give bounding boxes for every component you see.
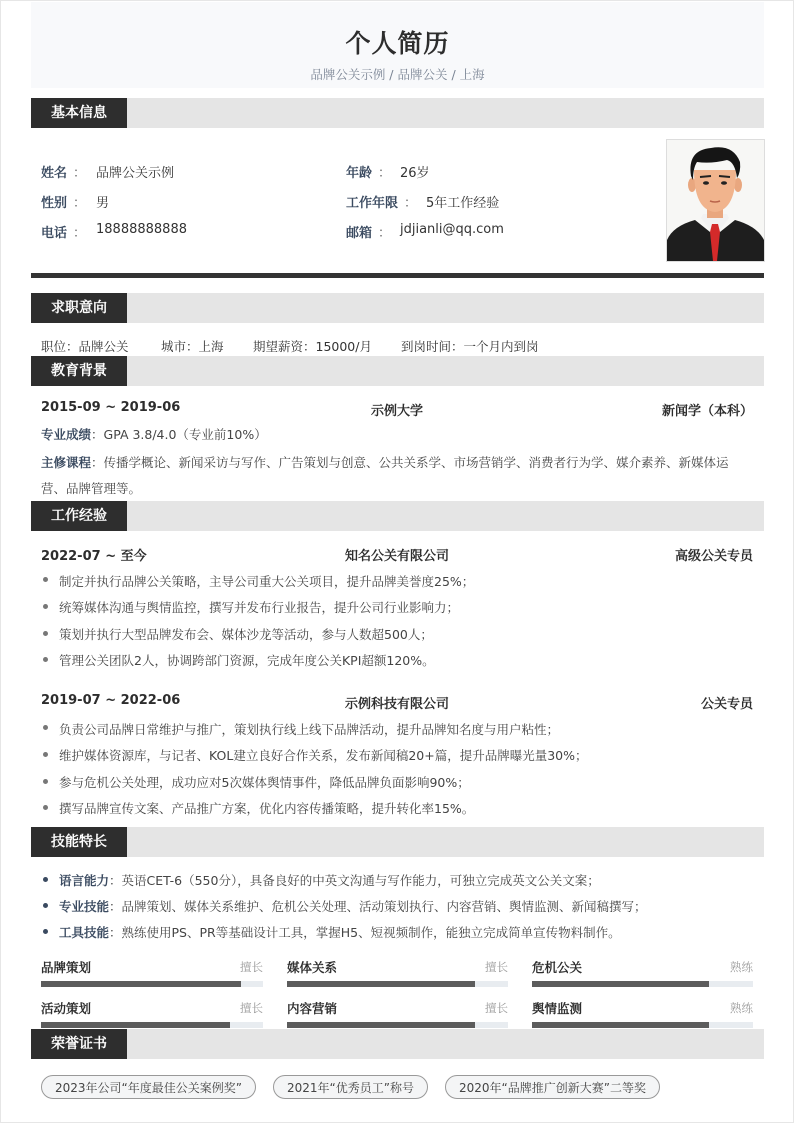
info-label-name: 姓名 <box>41 166 68 181</box>
info-colon: ： <box>378 166 392 181</box>
skill-bar-name: 危机公关 <box>532 960 583 975</box>
info-value-name: 品牌公关示例 <box>96 166 175 181</box>
info-label-gender: 性别 <box>41 196 68 211</box>
skill-bar-track <box>532 1022 753 1028</box>
intent-availability: 到岗时间：一个月内到岗 <box>401 339 539 354</box>
work-header-row <box>41 693 753 711</box>
work-bullet: 统筹媒体沟通与舆情监控，撰写并发布行业报告，提升公司行业影响力； <box>59 600 460 615</box>
info-value-experience: 5年工作经验 <box>426 196 500 211</box>
skill-label: 专业技能 <box>59 899 110 914</box>
info-colon: ： <box>378 226 392 241</box>
skill-label: 语言能力 <box>59 873 110 888</box>
info-colon: ： <box>73 226 87 241</box>
info-label-email: 邮箱 <box>346 226 373 241</box>
section-education <box>31 356 764 386</box>
info-value-age: 26岁 <box>400 166 430 181</box>
skill-bar-name: 活动策划 <box>41 1001 92 1016</box>
skill-bar-track <box>287 1022 508 1028</box>
bullet-icon <box>43 657 48 662</box>
work-title: 高级公关专员 <box>674 549 753 564</box>
bullet-icon <box>43 929 48 934</box>
skill-bar-name: 媒体关系 <box>287 960 338 975</box>
section-title: 教育背景 <box>31 356 127 386</box>
skill-bar-track <box>41 981 263 987</box>
skill-bar-level: 擅长 <box>240 1001 263 1015</box>
skill-bar-level: 擅长 <box>485 1001 508 1015</box>
bullet-icon <box>43 752 48 757</box>
section-title: 荣誉证书 <box>31 1029 127 1059</box>
skill-bar-level: 熟练 <box>730 1001 753 1015</box>
education-period: 2015-09 ~ 2019-06 <box>41 400 181 415</box>
work-period: 2019-07 ~ 2022-06 <box>41 693 181 708</box>
education-gpa <box>41 422 753 448</box>
skill-value: ：熟练使用PS、PR等基础设计工具，掌握H5、短视频制作，能独立完成简单宣传物料制作。 <box>109 925 621 940</box>
info-value-gender: 男 <box>96 196 110 211</box>
bullet-icon <box>43 877 48 882</box>
skill-bar-fill <box>41 981 241 987</box>
intent-position: 职位：品牌公关 <box>41 339 129 354</box>
skill-bar-fill <box>287 1022 475 1028</box>
skill-value: ：品牌策划、媒体关系维护、危机公关处理、活动策划执行、内容营销、舆情监测、新闻稿撰写； <box>109 899 647 914</box>
section-basic-info <box>31 98 764 128</box>
resume-header <box>31 2 764 88</box>
gpa-value: ：GPA 3.8/4.0（专业前10%） <box>91 427 267 442</box>
courses-label: 主修课程 <box>41 455 92 470</box>
avatar-illustration-icon <box>667 140 764 261</box>
section-honors <box>31 1029 764 1059</box>
education-courses <box>41 450 753 502</box>
info-colon: ： <box>73 166 87 181</box>
section-title: 求职意向 <box>31 293 127 323</box>
section-title: 技能特长 <box>31 827 127 857</box>
work-bullet: 管理公关团队2人，协调跨部门资源，完成年度公关KPI超额120%。 <box>59 653 435 668</box>
skill-bar-fill <box>41 1022 230 1028</box>
info-colon: ： <box>73 196 87 211</box>
skill-value: ：英语CET-6（550分），具备良好的中英文沟通与写作能力，可独立完成英文公关文案； <box>109 873 600 888</box>
avatar-photo <box>666 139 765 262</box>
bullet-icon <box>43 725 48 730</box>
gpa-label: 专业成绩 <box>41 427 92 442</box>
bullet-icon <box>43 903 48 908</box>
intent-city: 城市：上海 <box>161 339 224 354</box>
work-bullet: 策划并执行大型品牌发布会、媒体沙龙等活动，参与人数超500人； <box>59 627 433 642</box>
work-title: 公关专员 <box>700 697 753 712</box>
bullet-icon <box>43 631 48 636</box>
skill-bar-level: 擅长 <box>240 960 263 974</box>
work-company: 示例科技有限公司 <box>344 697 449 712</box>
honor-badge: 2021年“优秀员工”称号 <box>273 1075 428 1099</box>
courses-value: ：传播学概论、新闻采访与写作、广告策划与创意、公共关系学、市场营销学、消费者行为学、媒介素养、新媒体运营、品牌管理等。 <box>41 455 729 496</box>
skill-item <box>59 897 647 915</box>
info-label-age: 年龄 <box>346 166 373 181</box>
bullet-icon <box>43 805 48 810</box>
skill-item <box>59 923 621 941</box>
section-work-experience <box>31 501 764 531</box>
work-period: 2022-07 ~ 至今 <box>41 549 147 564</box>
skill-bar-fill <box>287 981 475 987</box>
work-company: 知名公关有限公司 <box>344 549 449 564</box>
work-bullet: 负责公司品牌日常维护与推广，策划执行线上线下品牌活动，提升品牌知名度与用户粘性； <box>59 722 560 737</box>
info-colon: ： <box>404 196 418 211</box>
skill-bar-track <box>532 981 753 987</box>
skill-bar-fill <box>532 1022 709 1028</box>
bullet-icon <box>43 779 48 784</box>
skill-item <box>59 871 600 889</box>
info-label-phone: 电话 <box>41 226 68 241</box>
skill-bar-level: 熟练 <box>730 960 753 974</box>
skill-bar-track <box>41 1022 263 1028</box>
honor-badge: 2020年“品牌推广创新大赛”二等奖 <box>445 1075 660 1099</box>
education-major: 新闻学（本科） <box>661 404 753 419</box>
bullet-icon <box>43 604 48 609</box>
skill-bar-level: 擅长 <box>485 960 508 974</box>
intent-salary: 期望薪资：15000/月 <box>253 339 372 354</box>
page-subtitle: 品牌公关示例 / 品牌公关 / 上海 <box>310 67 485 82</box>
section-title: 基本信息 <box>31 98 127 128</box>
work-bullet: 制定并执行品牌公关策略，主导公司重大公关项目，提升品牌美誉度25%； <box>59 574 475 589</box>
education-header-row <box>41 400 753 418</box>
info-value-phone: 18888888888 <box>96 222 187 237</box>
section-title: 工作经验 <box>31 501 127 531</box>
section-job-intent <box>31 293 764 323</box>
work-bullet: 撰写品牌宣传文案、产品推广方案，优化内容传播策略，提升转化率15%。 <box>59 801 475 816</box>
skill-bar-fill <box>532 981 709 987</box>
section-divider <box>31 273 764 278</box>
info-label-experience: 工作年限 <box>346 196 399 211</box>
work-bullet: 维护媒体资源库，与记者、KOL建立良好合作关系，发布新闻稿20+篇，提升品牌曝光量30%； <box>59 748 588 763</box>
skill-bar-name: 品牌策划 <box>41 960 92 975</box>
skill-bar-name: 内容营销 <box>287 1001 338 1016</box>
page-title: 个人简历 <box>345 29 450 58</box>
skill-label: 工具技能 <box>59 925 110 940</box>
info-value-email: jdjianli@qq.com <box>400 222 504 237</box>
bullet-icon <box>43 577 48 582</box>
skill-bar-name: 舆情监测 <box>532 1001 583 1016</box>
work-bullet: 参与危机公关处理，成功应对5次媒体舆情事件，降低品牌负面影响90%； <box>59 775 470 790</box>
honor-badge: 2023年公司“年度最佳公关案例奖” <box>41 1075 256 1099</box>
education-school: 示例大学 <box>370 404 423 419</box>
skill-bar-track <box>287 981 508 987</box>
section-skills <box>31 827 764 857</box>
work-header-row <box>41 545 753 563</box>
